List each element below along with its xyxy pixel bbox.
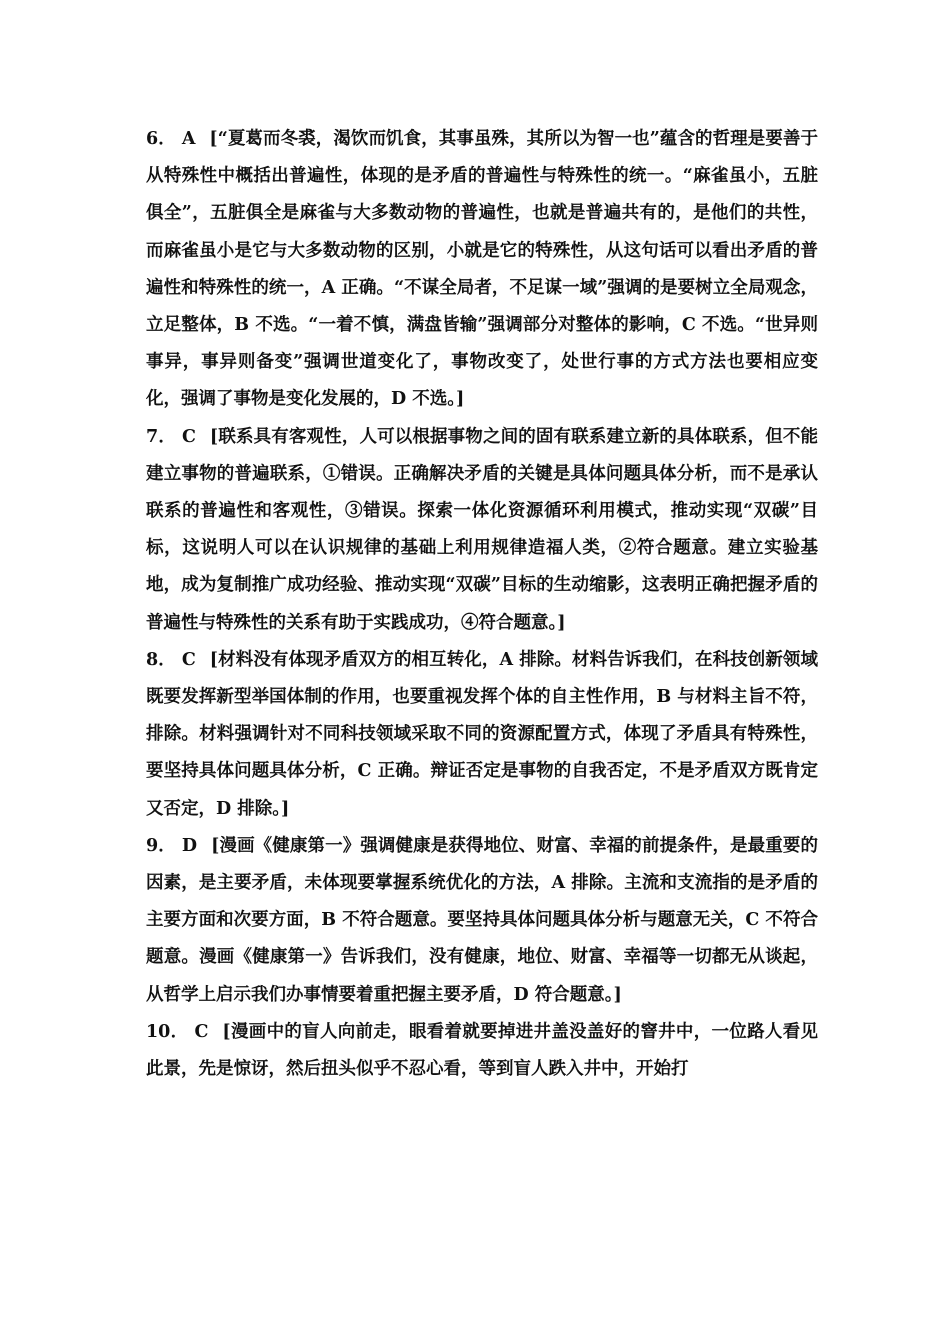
question-number: 8． — [146, 649, 176, 670]
answer-option: C — [181, 649, 196, 670]
answer-item-8 — [146, 642, 818, 828]
answer-option: A — [181, 129, 196, 149]
question-number: 10． — [146, 1021, 189, 1042]
answer-explanation: [“夏葛而冬裘，渴饮而饥食，其事虽殊，其所以为智一也”蕴含的哲理是要善于从特殊性中概括出普遍性，体现的是矛盾的普遍性与特殊性的统一。“麻雀虽小，五脏俱全”，五脏俱全是麻雀与大多数动物的普遍性，也就是普遍共有的，是他们的共性，而麻雀虽小是它与大多数动物的区别，小就是它的特殊性，从这句话可以看出矛盾的普遍性和特殊性的统一，A 正确。“不谋全局者，不足谋一域”强调的是要树立全局观念，立足整体，B 不选。“一着不慎，满盘皆输”强调部分对整体的影响，C 不选。“世异则事异，事异则备变”强调世道变化了，事物改变了，处世行事的方式方法也要相应变化，强调了事物是变化发展的，D 不选。] — [146, 129, 818, 410]
answer-option: C — [194, 1021, 209, 1042]
question-number: 6． — [146, 129, 176, 149]
answer-explanation: [材料没有体现矛盾双方的相互转化，A 排除。材料告诉我们，在科技创新领域既要发挥新型举国体制的作用，也要重视发挥个体的自主性作用，B 与材料主旨不符，排除。材料强调针对不同科技领域采取不同的资源配置方式，体现了矛盾具有特殊性，要坚持具体问题具体分析，C 正确。辩证否定是事物的自我否定，不是矛盾双方既肯定又否定，D 排除。] — [146, 649, 818, 819]
answer-item-9 — [146, 828, 818, 1014]
answer-item-6 — [146, 121, 818, 419]
question-number: 7． — [146, 426, 176, 447]
answer-item-7 — [146, 419, 818, 642]
question-number: 9． — [146, 835, 176, 856]
answer-item-10 — [146, 1014, 818, 1088]
answer-option: C — [181, 426, 196, 447]
answer-explanation: [联系具有客观性，人可以根据事物之间的固有联系建立新的具体联系，但不能建立事物的普遍联系，①错误。正确解决矛盾的关键是具体问题具体分析，而不是承认联系的普遍性和客观性，③错误。探索一体化资源循环利用模式，推动实现“双碳”目标，这说明人可以在认识规律的基础上利用规律造福人类，②符合题意。建立实验基地，成为复制推广成功经验、推动实现“双碳”目标的生动缩影，这表明正确把握矛盾的普遍性与特殊性的关系有助于实践成功，④符合题意。] — [146, 426, 818, 633]
answer-option: D — [181, 835, 198, 856]
answer-explanations — [146, 121, 818, 1088]
answer-explanation: [漫画中的盲人向前走，眼看着就要掉进井盖没盖好的窨井中，一位路人看见此景，先是惊讶，然后扭头似乎不忍心看，等到盲人跌入井中，开始打 — [146, 1021, 818, 1080]
answer-explanation: [漫画《健康第一》强调健康是获得地位、财富、幸福的前提条件，是最重要的因素，是主要矛盾，未体现要掌握系统优化的方法，A 排除。主流和支流指的是矛盾的主要方面和次要方面，B 不符合题意。要坚持具体问题具体分析与题意无关，C 不符合题意。漫画《健康第一》告诉我们，没有健康，地位、财富、幸福等一切都无从谈起，从哲学上启示我们办事情要着重把握主要矛盾，D 符合题意。] — [146, 835, 818, 1005]
